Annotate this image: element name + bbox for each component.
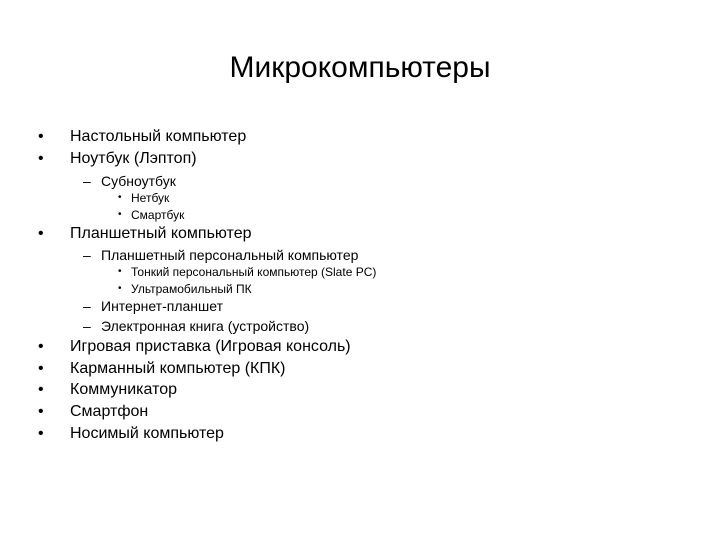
list-item-level1 (38, 424, 224, 444)
list-item-level1 (38, 337, 351, 357)
bullet-marker: • (38, 360, 44, 377)
list-item-text: Планшетный компьютер (70, 225, 252, 242)
bullet-marker: • (118, 209, 122, 220)
dash-marker: – (83, 318, 91, 334)
bullet-marker: • (118, 192, 122, 203)
list-item-level3 (118, 281, 252, 297)
list-item-text: Смартбук (131, 208, 185, 222)
list-item-text: Коммуникатор (70, 381, 178, 398)
list-item-text: Ноутбук (Лэптоп) (70, 150, 197, 167)
list-item-text: Ультрамобильный ПК (131, 282, 252, 296)
list-item-text: Смартфон (70, 403, 149, 420)
list-item-level2 (83, 172, 176, 190)
slide-title: Микрокомпьютеры (229, 51, 491, 84)
dash-marker: – (83, 173, 91, 189)
list-item-level3 (118, 264, 377, 280)
bullet-marker: • (38, 128, 44, 145)
list-item-level2 (83, 317, 310, 335)
list-item-text: Тонкий персональный компьютер (Slate PC) (131, 265, 377, 279)
list-item-level1 (38, 224, 252, 244)
list-item-text: Субноутбук (101, 173, 176, 189)
list-item-text: Карманный компьютер (КПК) (70, 360, 286, 377)
bullet-marker: • (38, 338, 44, 355)
list-item-text: Игровая приставка (Игровая консоль) (70, 338, 351, 355)
list-item-level1 (38, 359, 286, 379)
bullet-marker: • (118, 266, 122, 277)
bullet-marker: • (38, 150, 44, 167)
list-item-level1 (38, 402, 149, 422)
bullet-marker: • (118, 283, 122, 294)
list-item-level2 (83, 297, 223, 315)
list-item-level3 (118, 190, 170, 206)
list-item-text: Настольный компьютер (70, 128, 247, 145)
list-item-text: Носимый компьютер (70, 425, 224, 442)
list-item-level2 (83, 246, 359, 264)
list-item-level1 (38, 127, 247, 147)
list-item-text: Интернет-планшет (101, 298, 223, 314)
bullet-marker: • (38, 403, 44, 420)
bullet-marker: • (38, 425, 44, 442)
list-item-level3 (118, 207, 185, 223)
dash-marker: – (83, 247, 91, 263)
list-item-text: Электронная книга (устройство) (101, 318, 310, 334)
list-item-level1 (38, 149, 197, 169)
list-item-text: Нетбук (131, 191, 170, 205)
dash-marker: – (83, 298, 91, 314)
list-item-level1 (38, 380, 178, 400)
list-item-text: Планшетный персональный компьютер (101, 247, 359, 263)
bullet-marker: • (38, 381, 44, 398)
bullet-marker: • (38, 225, 44, 242)
